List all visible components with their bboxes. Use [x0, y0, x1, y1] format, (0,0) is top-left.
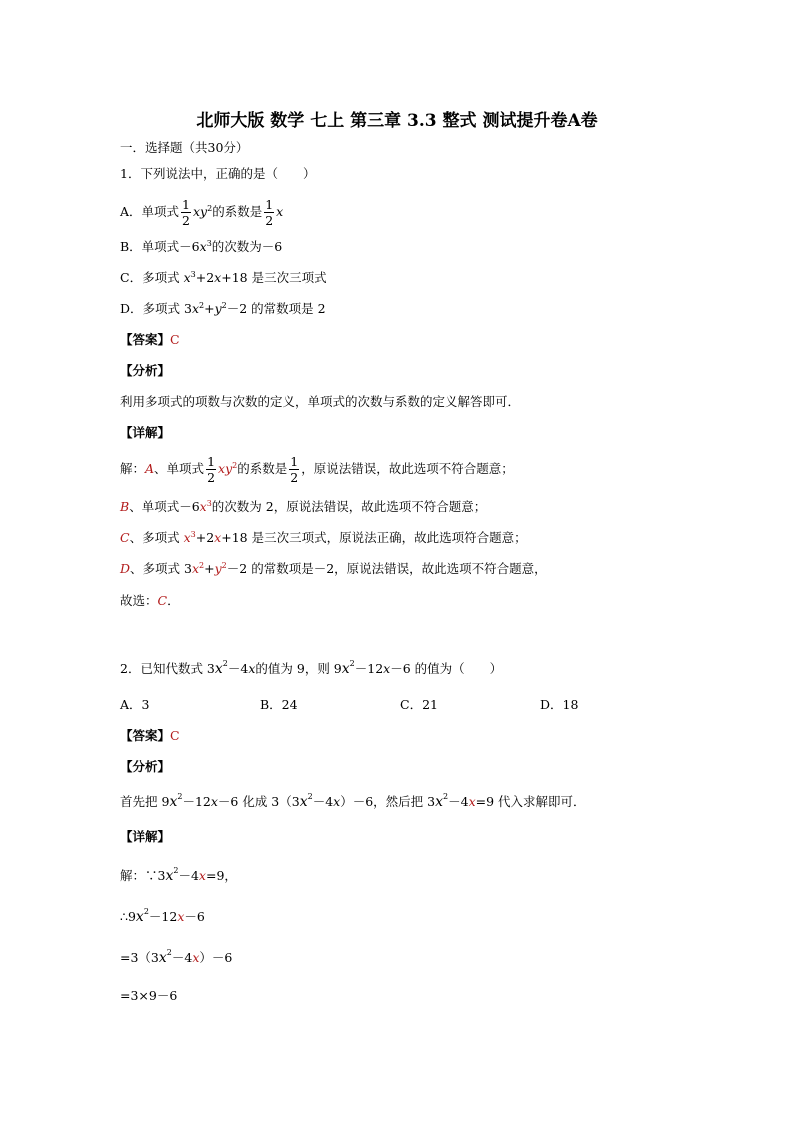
- fraction: $\frac{1}{2}$: [207, 454, 216, 486]
- document-title: 北师大版 数学 七上 第三章 3.3 整式 测试提升卷A卷: [196, 111, 598, 131]
- q1-answer: 【答案】C: [120, 332, 180, 347]
- q2-detail-label: 【详解】: [120, 829, 171, 844]
- fraction: $\frac{1}{2}$: [182, 197, 190, 229]
- q2-options: [120, 699, 578, 712]
- q1-detail-label: 【详解】: [120, 425, 171, 440]
- q1-option-d: D．多项式 $3x^2+y^2-2$ 的常数项是 2: [120, 301, 326, 316]
- q1-analysis-text: 利用多项式的项数与次数的定义，单项式的次数与系数的定义解答即可．: [120, 394, 521, 409]
- q1-analysis-label: 【分析】: [120, 363, 171, 378]
- q2-option-c: C．21: [400, 697, 438, 712]
- q2-stem: 2．已知代数式 $3x^2-4x$的值为 9，则 $9x^2-12x-6$ 的值为（ ）: [120, 659, 503, 677]
- q2-step3: $=3(3x^2-4x)-6$: [120, 948, 233, 966]
- q2-option-d: D．18: [540, 697, 579, 712]
- q2-analysis-text: 首先把 $9x^2-12x-6$ 化成 $3(3x^2-4x)-6$，然后把 $3x^2-4x=9$ 代入求解即可．: [120, 792, 586, 810]
- q1-detail-line2: B、单项式$-6x^3$的次数为 2，原说法错误，故此选项不符合题意；: [120, 499, 487, 514]
- q1-conclusion: 故选：C．: [120, 593, 180, 608]
- q2-step4: =3×9－6: [120, 988, 178, 1003]
- q1-detail-line3: C、多项式 $x^3+2x+18$ 是三次三项式，原说法正确，故此选项符合题意；: [120, 530, 527, 545]
- q2-answer: 【答案】C: [120, 728, 180, 743]
- fraction: $\frac{1}{2}$: [290, 454, 299, 486]
- q1-detail-line1: 解：A、单项式 $\frac{1}{2}$ $xy^2$的系数是 $\frac{1}{2}$ ，原说法错误，故此选项不符合题意；: [120, 454, 514, 486]
- fraction: $\frac{1}{2}$: [265, 197, 274, 229]
- q2-step1: 解：$\because 3x^2-4x=9$，: [120, 866, 237, 884]
- q1-stem: 1．下列说法中，正确的是（ ）: [120, 166, 316, 181]
- q1-detail-line4: D、多项式 $3x^2+y^2-2$ 的常数项是－2，原说法错误，故此选项不符合题意，: [120, 561, 547, 576]
- q1-option-c: C．多项式 $x^3+2x+18$ 是三次三项式: [120, 270, 327, 285]
- q1-option-b: B．单项式$-6x^3$的次数为－6: [120, 239, 283, 254]
- q2-option-a: A．3: [120, 697, 150, 712]
- q2-option-b: B．24: [260, 697, 298, 712]
- q2-step2: $\therefore 9x^2-12x-6$: [120, 907, 205, 925]
- q1-option-a: A．单项式 $\frac{1}{2}$ $xy^2$的系数是 $\frac{1}{2}$ x: [120, 197, 284, 229]
- section-heading: 一．选择题（共30分）: [120, 140, 249, 155]
- q2-analysis-label: 【分析】: [120, 759, 171, 774]
